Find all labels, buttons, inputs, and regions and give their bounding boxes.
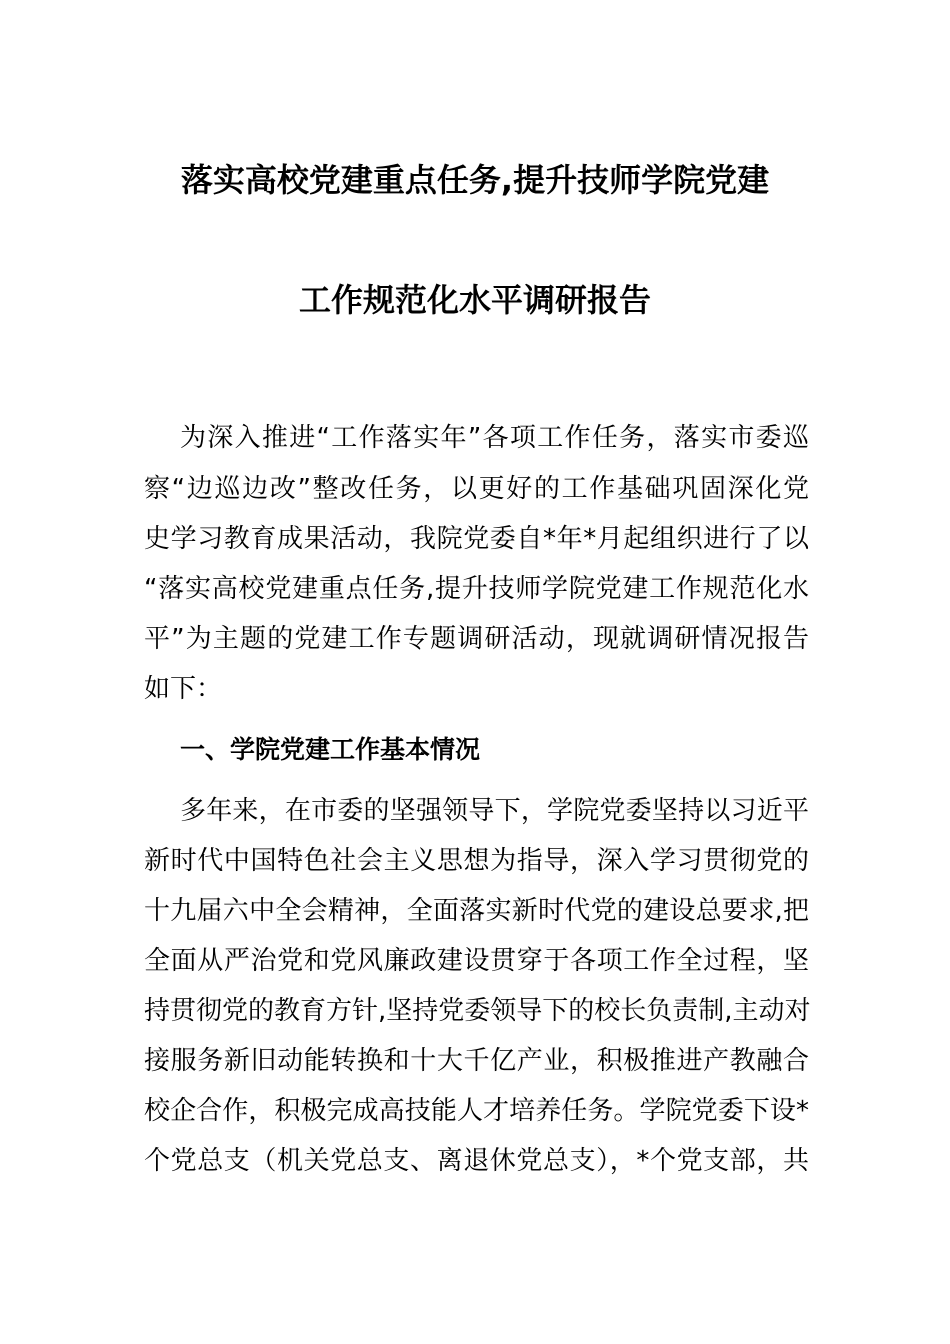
intro-paragraph-line: “落实高校党建重点任务,提升技师学院党建工作规范化水 — [144, 574, 809, 604]
document-title-line-1: 落实高校党建重点任务,提升技师学院党建 — [180, 161, 770, 199]
intro-paragraph-line: 史学习教育成果活动，我院党委自*年*月起组织进行了以 — [144, 524, 809, 554]
section-1-paragraph-line: 个党总支（机关党总支、离退休党总支），*个党支部，共 — [144, 1146, 809, 1176]
intro-paragraph-line: 平”为主题的党建工作专题调研活动，现就调研情况报告 — [144, 624, 809, 654]
intro-paragraph-line: 如下： — [144, 674, 223, 704]
section-1-heading: 一、学院党建工作基本情况 — [180, 735, 481, 764]
intro-paragraph-line: 为深入推进“工作落实年”各项工作任务，落实市委巡 — [180, 423, 809, 453]
section-1-paragraph-line: 多年来，在市委的坚强领导下，学院党委坚持以习近平 — [180, 796, 809, 826]
section-1-paragraph-line: 校企合作，积极完成高技能人才培养任务。学院党委下设* — [144, 1096, 809, 1126]
section-1-paragraph-line: 全面从严治党和党风廉政建设贯穿于各项工作全过程，坚 — [144, 946, 809, 976]
section-1-paragraph-line: 接服务新旧动能转换和十大千亿产业，积极推进产教融合 — [144, 1046, 809, 1076]
intro-paragraph-line: 察“边巡边改”整改任务，以更好的工作基础巩固深化党 — [144, 474, 809, 504]
section-1-paragraph-line: 十九届六中全会精神，全面落实新时代党的建设总要求,把 — [144, 896, 809, 926]
section-1-paragraph-line: 新时代中国特色社会主义思想为指导，深入学习贯彻党的 — [144, 846, 809, 876]
section-1-paragraph-line: 持贯彻党的教育方针,坚持党委领导下的校长负责制,主动对 — [144, 996, 811, 1026]
document-title-line-2: 工作规范化水平调研报告 — [298, 281, 651, 319]
